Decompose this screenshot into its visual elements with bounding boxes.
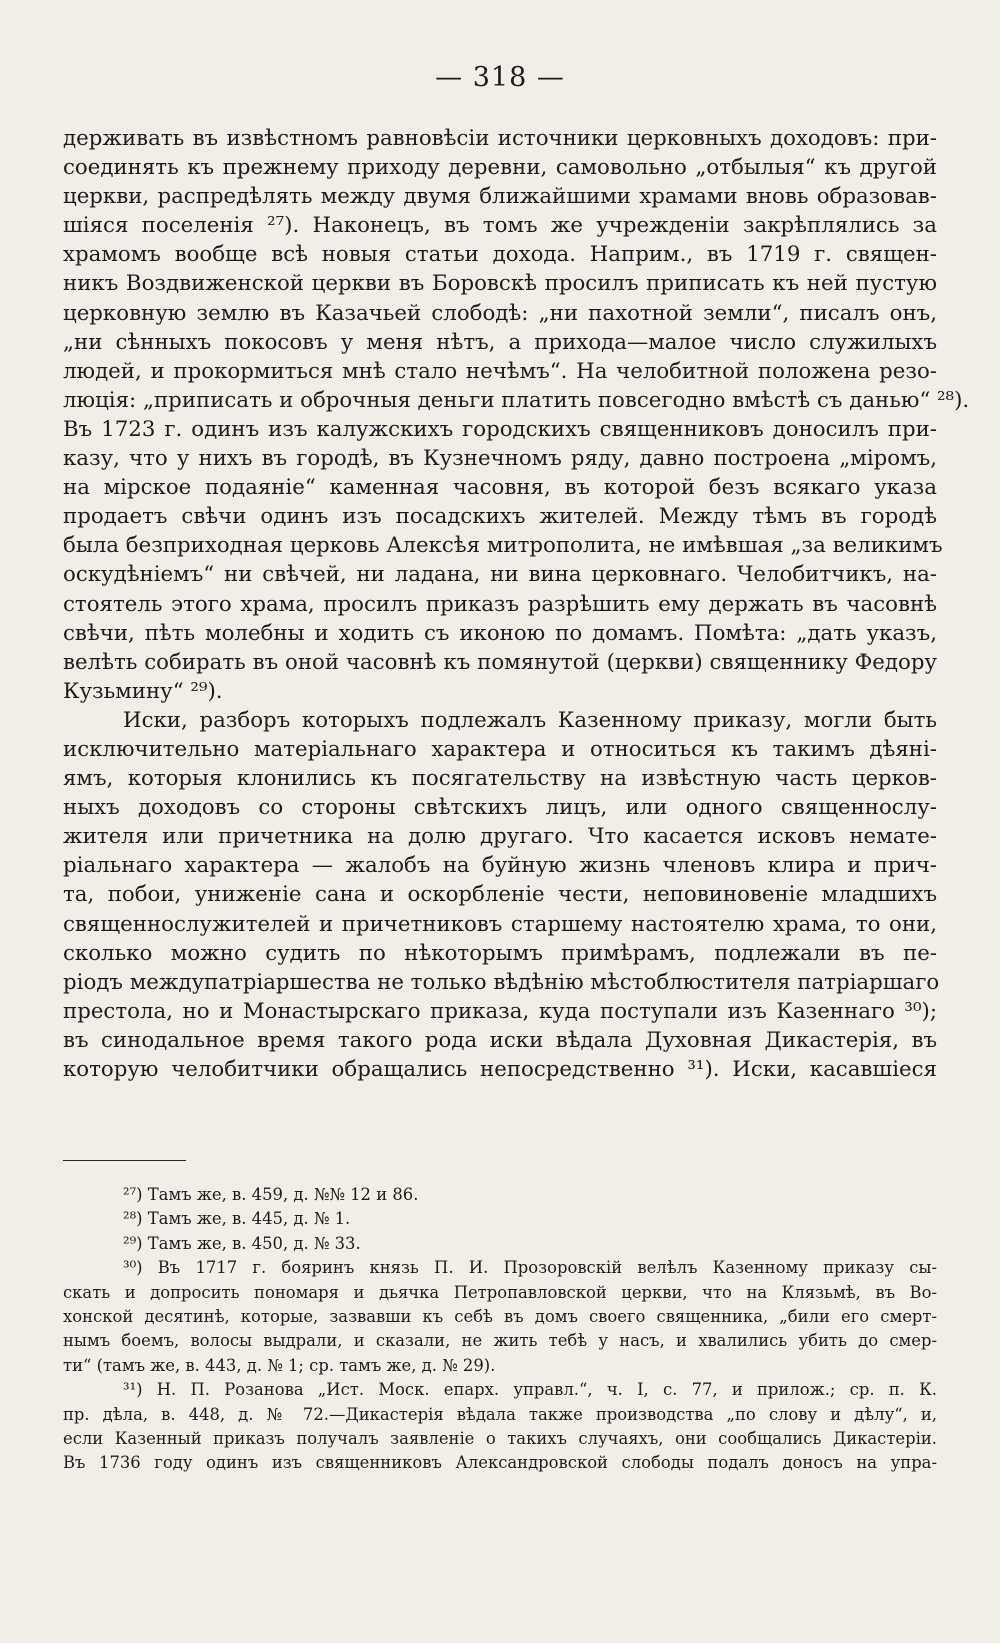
text-line: храмомъ вообще всѣ новыя статьи дохода. Наприм., въ 1719 г. священ- bbox=[63, 242, 937, 268]
text-line: ріодъ междупатріаршества не только вѣдѣнію мѣстоблюстителя патріаршаго bbox=[63, 969, 940, 995]
text-line: держивать въ извѣстномъ равновѣсіи источники церковныхъ доходовъ: при- bbox=[63, 126, 937, 151]
footnotes bbox=[63, 1183, 937, 1476]
text-line: церкви, распредѣлять между двумя ближайшими храмами вновь образовав- bbox=[63, 184, 937, 210]
text-line: людей, и прокормиться мнѣ стало нечѣмъ“. На челобитной положена резо- bbox=[63, 358, 937, 384]
text-line: въ синодальное время такого рода иски вѣдала Духовная Дикастерія, въ bbox=[63, 1027, 937, 1053]
text-line: никъ Воздвиженской церкви въ Боровскѣ просилъ приписать къ ней пустую bbox=[63, 271, 937, 297]
text-line: та, побои, униженіе сана и оскорбленіе чести, неповиновеніе младшихъ bbox=[63, 882, 937, 908]
text-line: „ни сѣнныхъ покосовъ у меня нѣтъ, а прихода—малое число служилыхъ bbox=[63, 329, 937, 355]
text-line: стоятель этого храма, просилъ приказъ разрѣшить ему держать въ часовнѣ bbox=[63, 591, 937, 617]
text-line: шіяся поселенія ²⁷). Наконецъ, въ томъ же учрежденіи закрѣплялись за bbox=[63, 213, 937, 239]
footnote-line: ³⁰) Въ 1717 г. бояринъ князь П. И. Прозоровскій велѣлъ Казенному приказу сы- bbox=[123, 1258, 937, 1278]
text-line: жителя или причетника на долю другаго. Что касается исковъ немате- bbox=[63, 824, 937, 850]
text-line: была безприходная церковь Алексѣя митрополита, не имѣвшая „за великимъ bbox=[63, 533, 943, 559]
main-text bbox=[63, 124, 970, 1084]
text-line: на мірское подаяніе“ каменная часовня, въ которой безъ всякаго указа bbox=[63, 475, 937, 501]
text-line: велѣть собирать въ оной часовнѣ къ помянутой (церкви) священнику Федору bbox=[63, 649, 937, 675]
footnote-line: ти“ (тамъ же, в. 443, д. № 1; ср. тамъ же, д. № 29). bbox=[63, 1355, 496, 1375]
text-line: сколько можно судить по нѣкоторымъ примѣрамъ, подлежали въ пе- bbox=[63, 940, 937, 966]
text-line: продаетъ свѣчи одинъ изъ посадскихъ жителей. Между тѣмъ въ городѣ bbox=[63, 504, 937, 530]
text-line: свѣчи, пѣть молебны и ходить съ иконою по домамъ. Помѣта: „дать указъ, bbox=[63, 620, 937, 646]
text-line: соединять къ прежнему приходу деревни, самовольно „отбылыя“ къ другой bbox=[63, 155, 937, 181]
text-line: церковную землю въ Казачьей слободѣ: „ни пахотной земли“, писалъ онъ, bbox=[63, 300, 937, 326]
text-line: престола, но и Монастырскаго приказа, куда поступали изъ Казеннаго ³⁰); bbox=[63, 998, 937, 1024]
footnote-line: хонской десятинѣ, которые, зазвавши къ себѣ въ домъ своего священника, „били его смерт- bbox=[63, 1307, 937, 1327]
footnote-line: пр. дѣла, в. 448, д. № 72.—Дикастерія вѣдала также производства „по слову и дѣлу“, и, bbox=[63, 1404, 937, 1424]
text-line: Въ 1723 г. одинъ изъ калужскихъ городскихъ священниковъ доносилъ при- bbox=[63, 416, 937, 442]
footnote-line: если Казенный приказъ получалъ заявленіе о такихъ случаяхъ, они сообщались Дикастеріи. bbox=[63, 1429, 937, 1449]
footnote-line: нымъ боемъ, волосы выдрали, и сказали, не жить тебѣ у насъ, и хвалились убить до смер- bbox=[63, 1331, 937, 1351]
footnote-line: ²⁷) Тамъ же, в. 459, д. №№ 12 и 86. bbox=[123, 1185, 419, 1204]
text-line: исключительно матеріальнаго характера и относиться къ такимъ дѣяні- bbox=[63, 736, 937, 762]
text-line: которую челобитчики обращались непосредственно ³¹). Иски, касавшіеся bbox=[63, 1057, 937, 1082]
footnote-line: ²⁹) Тамъ же, в. 450, д. № 33. bbox=[123, 1233, 361, 1253]
footnote-line: ³¹) Н. П. Розанова „Ист. Моск. епарх. управл.“, ч. I, с. 77, и прилож.; ср. п. К. bbox=[123, 1380, 937, 1400]
text-line: ныхъ доходовъ со стороны свѣтскихъ лицъ, или одного священнослу- bbox=[63, 795, 937, 821]
text-line: священнослужителей и причетниковъ старшему настоятелю храма, то они, bbox=[63, 911, 937, 937]
footnote-line: скать и допросить пономаря и дьячка Петропавловской церкви, что на Клязьмѣ, въ Во- bbox=[63, 1282, 937, 1302]
text-line: ріальнаго характера — жалобъ на буйную жизнь членовъ клира и прич- bbox=[63, 853, 937, 879]
footnote-line: ²⁸) Тамъ же, в. 445, д. № 1. bbox=[123, 1209, 351, 1229]
text-line: Иски, разборъ которыхъ подлежалъ Казенному приказу, могли быть bbox=[123, 707, 937, 733]
text-line: ямъ, которыя клонились къ посягательству на извѣстную часть церков- bbox=[63, 766, 937, 792]
text-line: казу, что у нихъ въ городѣ, въ Кузнечномъ ряду, давно построена „міромъ, bbox=[63, 446, 937, 472]
text-line: люція: „приписать и оброчныя деньги платить повсегодно вмѣстѣ съ данью“ ²⁸). bbox=[63, 387, 970, 413]
text-line: Кузьмину“ ²⁹). bbox=[63, 678, 223, 704]
footnote-line: Въ 1736 году одинъ изъ священниковъ Александровской слободы подалъ доносъ на упра- bbox=[63, 1453, 937, 1473]
footnote-divider bbox=[63, 1160, 186, 1161]
page-number: — 318 — bbox=[435, 62, 565, 93]
text-line: оскудѣніемъ“ ни свѣчей, ни ладана, ни вина церковнаго. Челобитчикъ, на- bbox=[63, 562, 937, 588]
